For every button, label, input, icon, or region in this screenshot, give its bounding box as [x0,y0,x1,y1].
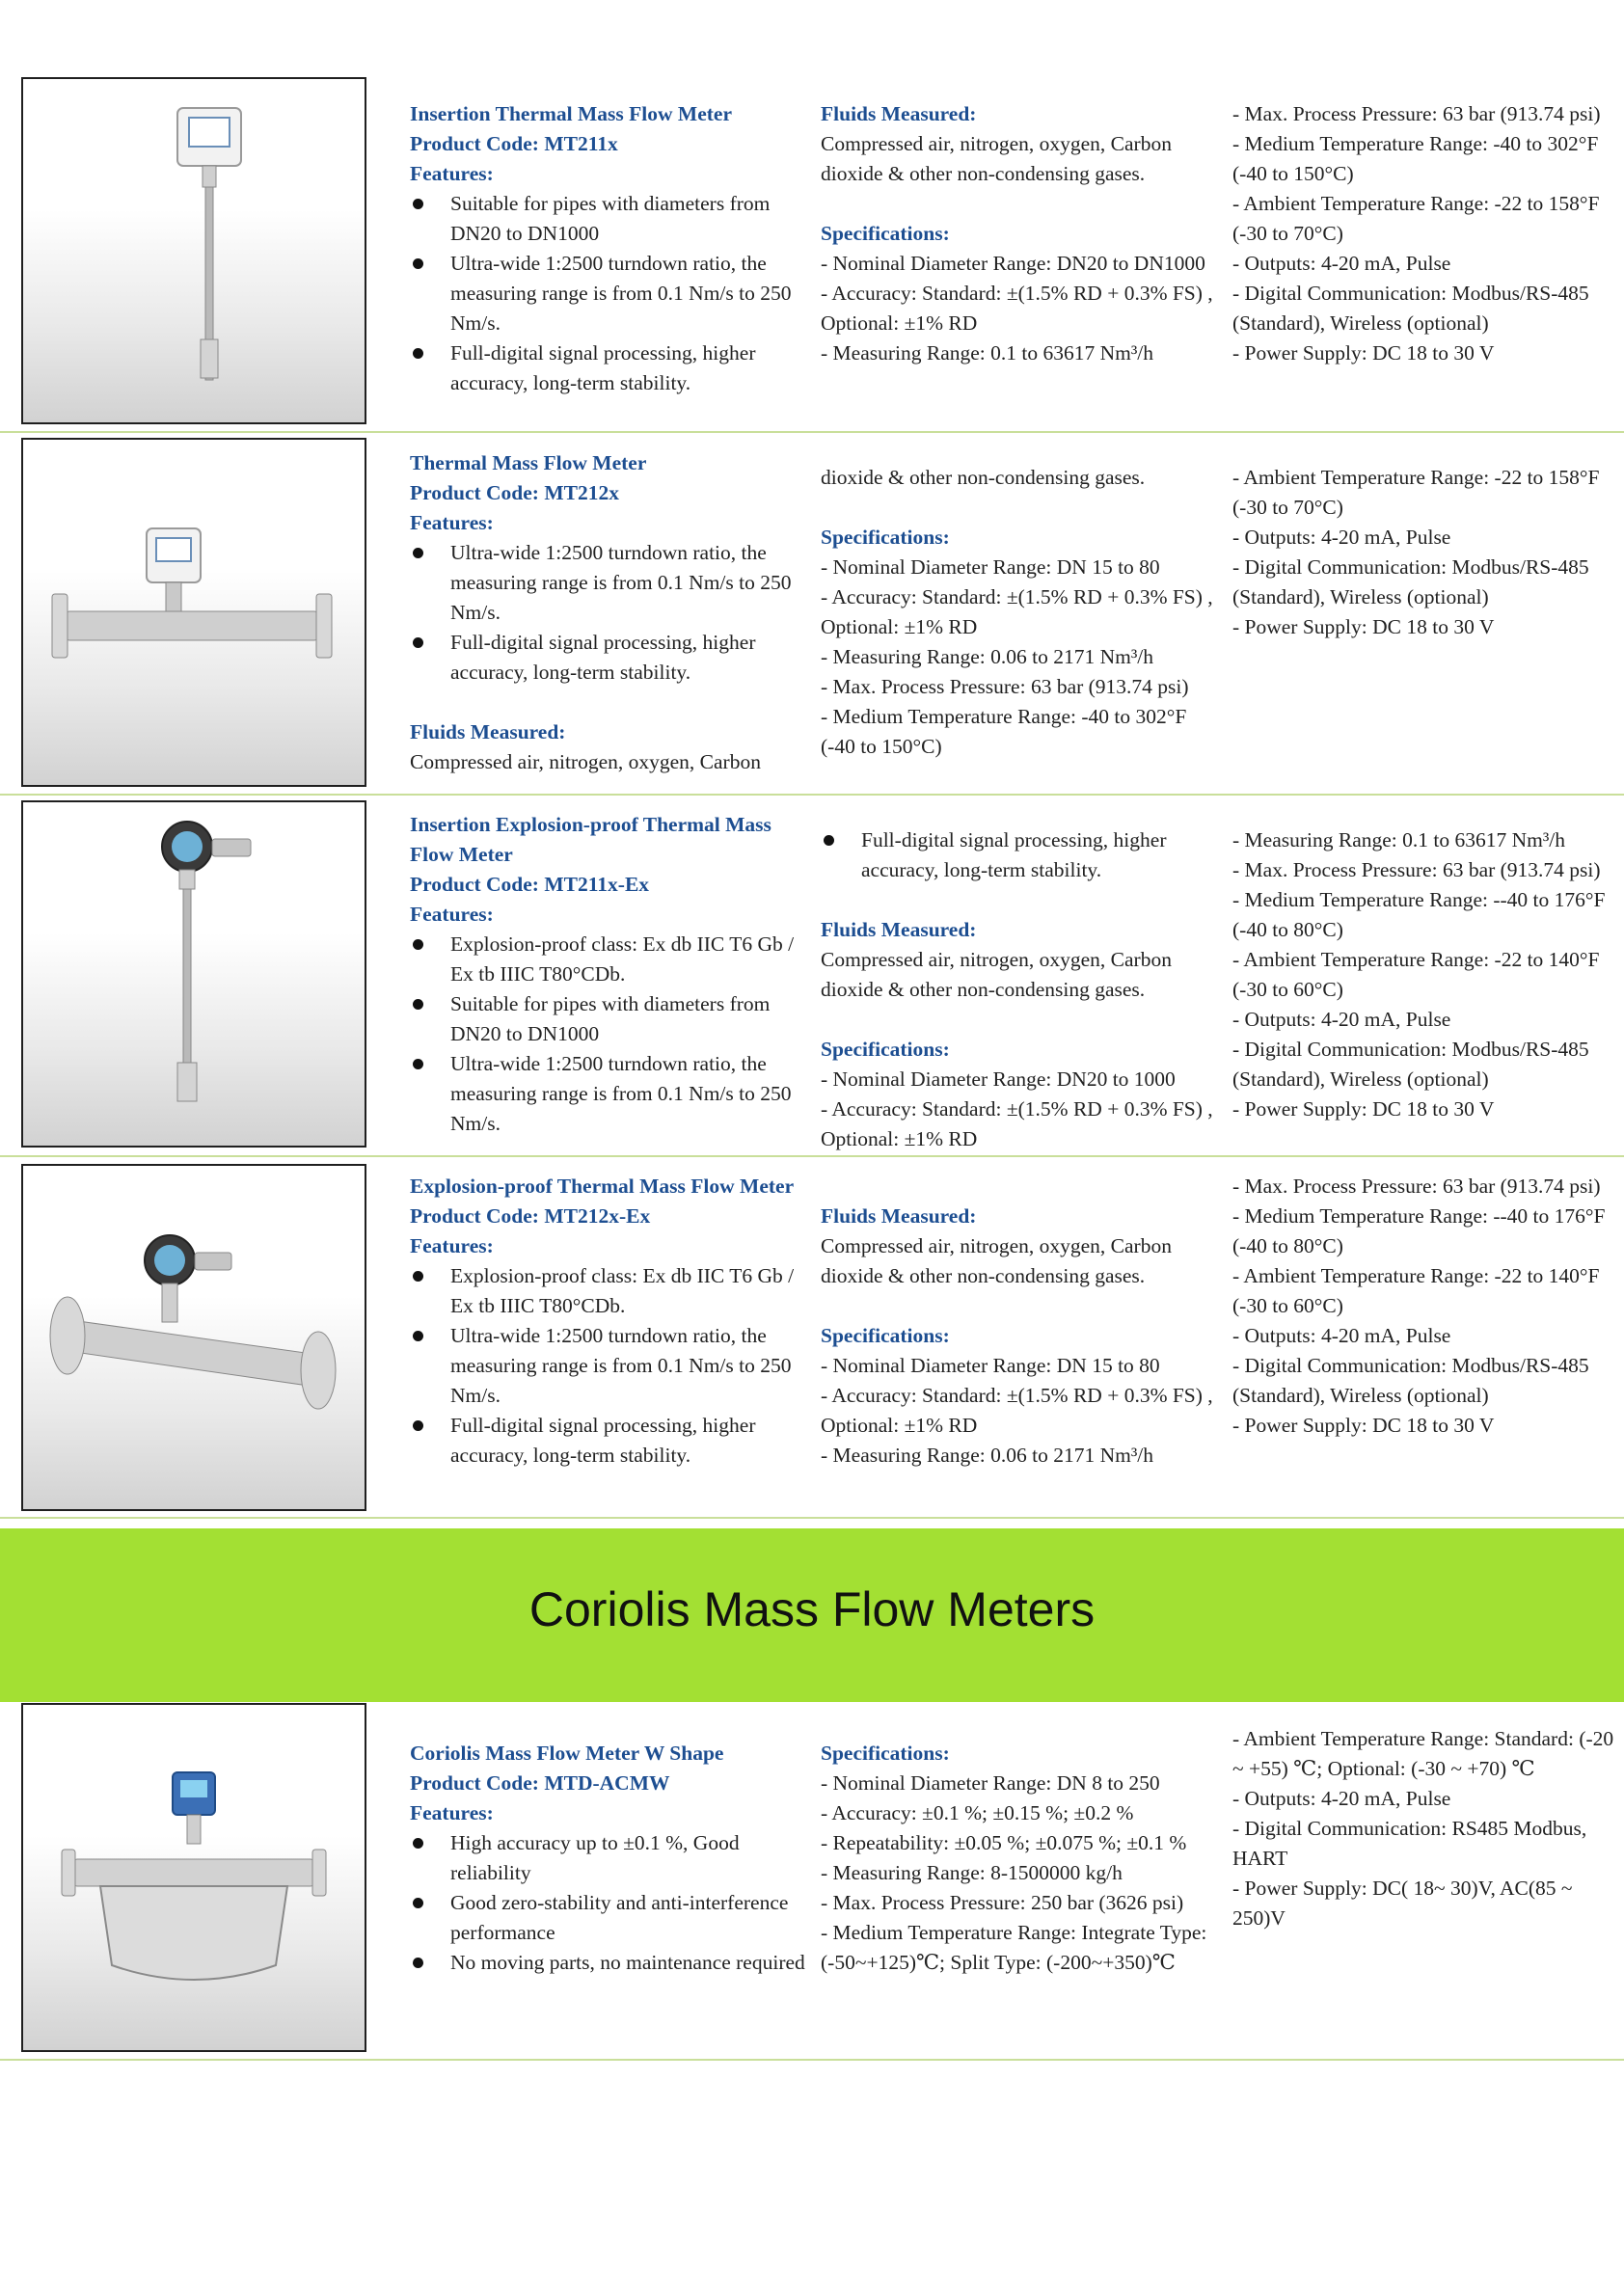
product-mt212x-ex [0,1157,1624,1519]
product-info-col [410,99,805,398]
spec-line: - Nominal Diameter Range: DN 15 to 80 [821,555,1160,579]
spec-line: - Repeatability: ±0.05 %; ±0.075 %; ±0.1 % [821,1831,1187,1854]
features-heading: Features: [410,903,494,926]
product-info-col [410,448,805,777]
product-image-mtd-acmw [21,1703,366,2052]
inline-meter-illustration [23,440,365,785]
specs-heading: Specifications: [821,222,950,245]
fluids-text-continued: dioxide & other non-condensing gases. [821,466,1146,489]
product-specs-col [1232,825,1624,1124]
feature-item: Good zero-stability and anti-interference performance [410,1888,805,1948]
specs-heading: Specifications: [821,1324,950,1347]
spec-line: - Power Supply: DC 18 to 30 V [1232,341,1495,365]
fluids-text: Compressed air, nitrogen, oxygen, Carbon [410,750,761,773]
feature-item: Suitable for pipes with diameters from DN20 to DN1000 [410,989,805,1049]
spec-line: - Medium Temperature Range: --40 to 176°F (-40 to 80°C) [1232,888,1606,941]
spec-line: - Digital Communication: RS485 Modbus, HART [1232,1817,1587,1870]
spec-line: - Nominal Diameter Range: DN20 to 1000 [821,1067,1176,1091]
fluids-heading: Fluids Measured: [821,1204,977,1228]
spec-line: - Power Supply: DC( 18~ 30)V, AC(85 ~ 250)V [1232,1877,1573,1930]
features-list [410,1828,805,1978]
features-list [410,930,805,1139]
features-heading: Features: [410,511,494,534]
specs-heading: Specifications: [821,1742,950,1765]
explosion-proof-insertion-illustration [23,802,365,1146]
spec-line: - Power Supply: DC 18 to 30 V [1232,1097,1495,1121]
product-specs-col [1232,1172,1624,1441]
spec-line: - Ambient Temperature Range: Standard: (-20 ~ +55) ℃; Optional: (-30 ~ +70) ℃ [1232,1727,1614,1780]
product-mtd-acmw [0,1702,1624,2061]
spec-line: - Ambient Temperature Range: -22 to 158°F (-30 to 70°C) [1232,466,1600,519]
product-fluids-specs-col [821,99,1221,368]
product-specs-col [1232,463,1624,642]
features-heading: Features: [410,1234,494,1257]
feature-item: Suitable for pipes with diameters from DN20 to DN1000 [410,189,805,249]
specs-heading: Specifications: [821,526,950,549]
spec-line: - Medium Temperature Range: Integrate Type: (-50~+125)℃; Split Type: (-200~+350)℃ [821,1921,1207,1974]
spec-line: - Outputs: 4-20 mA, Pulse [1232,1787,1451,1810]
coriolis-meter-illustration [23,1705,365,2050]
product-info-col [410,1172,805,1471]
spec-line: - Max. Process Pressure: 63 bar (913.74 psi) [1232,858,1601,881]
product-image-mt212x-ex [21,1164,366,1511]
spec-line: - Accuracy: Standard: ±(1.5% RD + 0.3% FS) , Optional: ±1% RD [821,282,1213,335]
product-fluids-specs-col [821,1202,1221,1471]
spec-line: - Measuring Range: 8-1500000 kg/h [821,1861,1123,1884]
spec-line: - Outputs: 4-20 mA, Pulse [1232,526,1451,549]
spec-line: - Measuring Range: 0.06 to 2171 Nm³/h [821,1444,1154,1467]
feature-item: Full-digital signal processing, higher accuracy, long-term stability. [410,1411,805,1471]
spec-line: - Medium Temperature Range: -40 to 302°F (-40 to 150°C) [1232,132,1599,185]
fluids-text: Compressed air, nitrogen, oxygen, Carbon dioxide & other non-condensing gases. [821,948,1172,1001]
spec-line: - Max. Process Pressure: 63 bar (913.74 psi) [1232,102,1601,125]
feature-item: Explosion-proof class: Ex db IIC T6 Gb / Ex tb IIIC T80°CDb. [410,1261,805,1321]
spec-line: - Outputs: 4-20 mA, Pulse [1232,1324,1451,1347]
product-title: Thermal Mass Flow Meter [410,451,647,474]
product-code: Product Code: MTD-ACMW [410,1771,670,1795]
spec-line: - Medium Temperature Range: --40 to 176°F (-40 to 80°C) [1232,1204,1606,1257]
spec-line: - Power Supply: DC 18 to 30 V [1232,1414,1495,1437]
spec-line: - Accuracy: Standard: ±(1.5% RD + 0.3% FS) , Optional: ±1% RD [821,585,1213,638]
feature-item: Ultra-wide 1:2500 turndown ratio, the measuring range is from 0.1 Nm/s to 250 Nm/s. [410,538,805,628]
product-title: Coriolis Mass Flow Meter W Shape [410,1742,724,1765]
product-fluids-specs-col [821,463,1221,762]
spec-line: - Measuring Range: 0.06 to 2171 Nm³/h [821,645,1154,668]
features-list [410,538,805,688]
spec-line: - Nominal Diameter Range: DN20 to DN1000 [821,252,1205,275]
explosion-proof-inline-illustration [23,1166,365,1509]
spec-line: - Digital Communication: Modbus/RS-485 (Standard), Wireless (optional) [1232,1354,1589,1407]
features-list-continued [821,825,1221,885]
spec-line: - Power Supply: DC 18 to 30 V [1232,615,1495,638]
fluids-text: Compressed air, nitrogen, oxygen, Carbon dioxide & other non-condensing gases. [821,1234,1172,1287]
feature-item: Full-digital signal processing, higher accuracy, long-term stability. [410,338,805,398]
product-code: Product Code: MT211x-Ex [410,873,650,896]
spec-line: - Max. Process Pressure: 63 bar (913.74 psi) [1232,1175,1601,1198]
product-title: Insertion Explosion-proof Thermal Mass Flow Meter [410,813,771,866]
spec-line: - Max. Process Pressure: 63 bar (913.74 psi) [821,675,1189,698]
product-specs-col [821,1739,1221,1978]
feature-item: Full-digital signal processing, higher accuracy, long-term stability. [821,825,1221,885]
spec-line: - Ambient Temperature Range: -22 to 158°F (-30 to 70°C) [1232,192,1600,245]
spec-line: - Accuracy: Standard: ±(1.5% RD + 0.3% FS) , Optional: ±1% RD [821,1384,1213,1437]
spec-line: - Ambient Temperature Range: -22 to 140°F (-30 to 60°C) [1232,948,1600,1001]
insertion-meter-illustration [23,79,365,422]
spec-line: - Digital Communication: Modbus/RS-485 (Standard), Wireless (optional) [1232,282,1589,335]
product-image-mt212x [21,438,366,787]
spec-line: - Accuracy: ±0.1 %; ±0.15 %; ±0.2 % [821,1801,1134,1824]
product-title: Insertion Thermal Mass Flow Meter [410,102,732,125]
spec-line: - Nominal Diameter Range: DN 8 to 250 [821,1771,1160,1795]
product-mt211x-ex [0,796,1624,1157]
product-title: Explosion-proof Thermal Mass Flow Meter [410,1175,795,1198]
product-image-mt211x-ex [21,800,366,1148]
fluids-heading: Fluids Measured: [410,720,566,743]
product-code: Product Code: MT212x [410,481,619,504]
features-heading: Features: [410,162,494,185]
feature-item: Explosion-proof class: Ex db IIC T6 Gb / Ex tb IIIC T80°CDb. [410,930,805,989]
feature-item: Full-digital signal processing, higher accuracy, long-term stability. [410,628,805,688]
feature-item: Ultra-wide 1:2500 turndown ratio, the measuring range is from 0.1 Nm/s to 250 Nm/s. [410,1049,805,1139]
section-title: Coriolis Mass Flow Meters [528,1582,1096,1636]
product-code: Product Code: MT212x-Ex [410,1204,651,1228]
spec-line: - Max. Process Pressure: 250 bar (3626 psi) [821,1891,1184,1914]
fluids-heading: Fluids Measured: [821,102,977,125]
spec-line: - Digital Communication: Modbus/RS-485 (Standard), Wireless (optional) [1232,1038,1589,1091]
fluids-heading: Fluids Measured: [821,918,977,941]
spec-line: - Measuring Range: 0.1 to 63617 Nm³/h [1232,828,1566,851]
spec-line: - Digital Communication: Modbus/RS-485 (Standard), Wireless (optional) [1232,555,1589,608]
spec-line: - Outputs: 4-20 mA, Pulse [1232,252,1451,275]
feature-item: High accuracy up to ±0.1 %, Good reliability [410,1828,805,1888]
feature-item: Ultra-wide 1:2500 turndown ratio, the measuring range is from 0.1 Nm/s to 250 Nm/s. [410,249,805,338]
product-mt212x [0,433,1624,796]
specs-heading: Specifications: [821,1038,950,1061]
spec-line: - Measuring Range: 0.1 to 63617 Nm³/h [821,341,1154,365]
product-info-col [410,810,805,1139]
spec-line: - Outputs: 4-20 mA, Pulse [1232,1008,1451,1031]
spec-line: - Accuracy: Standard: ±(1.5% RD + 0.3% FS) , Optional: ±1% RD [821,1097,1213,1150]
features-list [410,189,805,398]
product-info-col [410,1739,805,1978]
fluids-text: Compressed air, nitrogen, oxygen, Carbon dioxide & other non-condensing gases. [821,132,1172,185]
feature-item: Ultra-wide 1:2500 turndown ratio, the measuring range is from 0.1 Nm/s to 250 Nm/s. [410,1321,805,1411]
section-banner [0,1528,1624,1702]
spec-line: - Medium Temperature Range: -40 to 302°F (-40 to 150°C) [821,705,1187,758]
product-code: Product Code: MT211x [410,132,618,155]
features-heading: Features: [410,1801,494,1824]
feature-item: No moving parts, no maintenance required [410,1948,805,1978]
product-image-mt211x [21,77,366,424]
spec-line: - Nominal Diameter Range: DN 15 to 80 [821,1354,1160,1377]
product-mt211x [0,68,1624,433]
product-specs-col [1232,1724,1624,1933]
spec-line: - Ambient Temperature Range: -22 to 140°F (-30 to 60°C) [1232,1264,1600,1317]
features-list [410,1261,805,1471]
product-fluids-specs-col [821,825,1221,1154]
product-specs-col [1232,99,1624,368]
